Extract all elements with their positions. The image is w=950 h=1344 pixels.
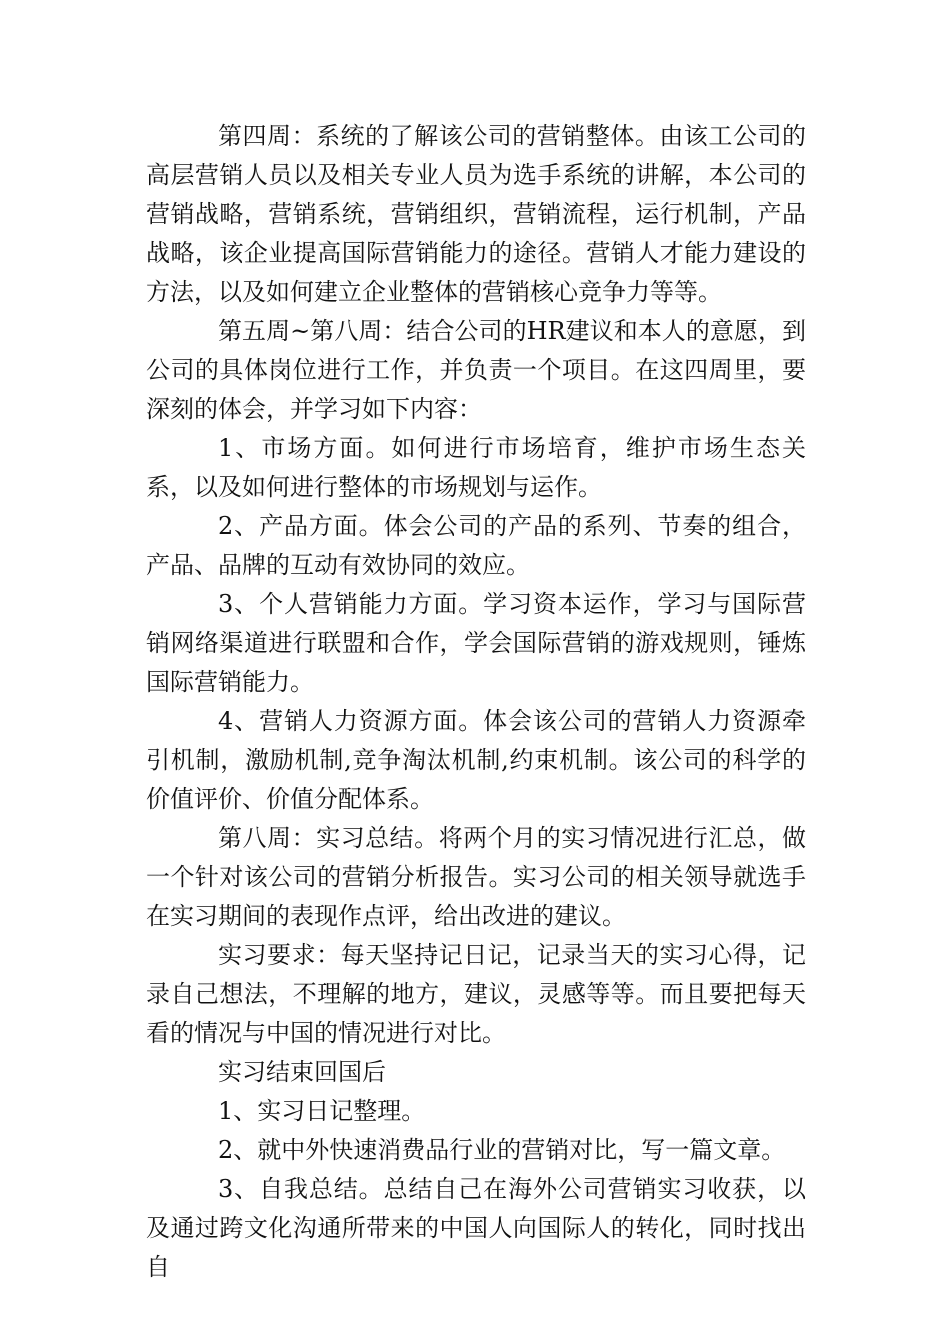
paragraph-after-return: 实习结束回国后 [218,1058,386,1086]
paragraph-article: 2、就中外快速消费品行业的营销对比，写一篇文章。 [218,1136,786,1164]
paragraph-product: 2、产品方面。体会公司的产品的系列、节奏的组合，产品、品牌的互动有效协同的效应。 [146,512,806,579]
paragraph-hr: 4、营销人力资源方面。体会该公司的营销人力资源牵引机制，激励机制,竞争淘汰机制,约束机制。该公司的科学的价值评价、价值分配体系。 [146,707,806,813]
paragraph-week5-8: 第五周~第八周：结合公司的HR建议和本人的意愿，到公司的具体岗位进行工作，并负责一个项目。在这四周里，要深刻的体会，并学习如下内容： [146,317,806,423]
paragraph-requirements: 实习要求：每天坚持记日记，记录当天的实习心得，记录自己想法，不理解的地方，建议，灵感等等。而且要把每天看的情况与中国的情况进行对比。 [146,941,806,1047]
paragraph-self-summary: 3、自我总结。总结自己在海外公司营销实习收获，以及通过跨文化沟通所带来的中国人向国际人的转化，同时找出自 [146,1175,806,1281]
paragraph-week4: 第四周：系统的了解该公司的营销整体。由该工公司的高层营销人员以及相关专业人员为选手系统的讲解，本公司的营销战略，营销系统，营销组织，营销流程，运行机制，产品战略，该企业提高国际营销能力的途径。营销人才能力建设的方法，以及如何建立企业整体的营销核心竞争力等等。 [146,122,806,306]
paragraph-diary: 1、实习日记整理。 [218,1097,426,1125]
paragraph-personal-ability: 3、个人营销能力方面。学习资本运作，学习与国际营销网络渠道进行联盟和合作，学会国际营销的游戏规则，锤炼国际营销能力。 [146,590,806,696]
paragraph-week8-summary: 第八周：实习总结。将两个月的实习情况进行汇总，做一个针对该公司的营销分析报告。实习公司的相关领导就选手在实习期间的表现作点评，给出改进的建议。 [146,824,806,930]
paragraph-market: 1、市场方面。如何进行市场培育，维护市场生态关系，以及如何进行整体的市场规划与运作。 [146,434,806,501]
document-body [146,117,806,1287]
